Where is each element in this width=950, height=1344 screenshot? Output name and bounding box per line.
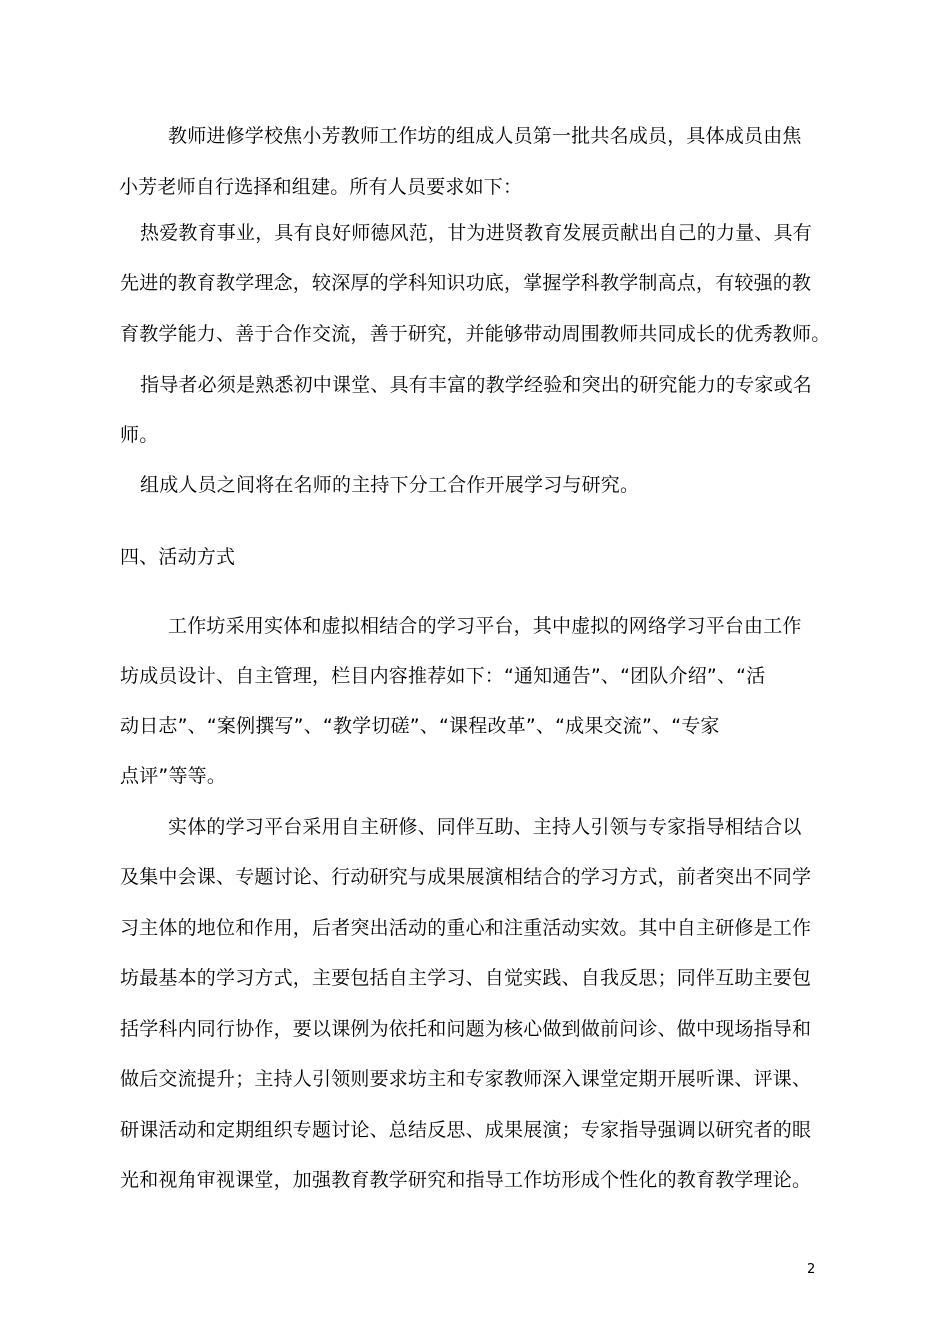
paragraph-3-line-1: 指导者必须是熟悉初中课堂、具有丰富的教学经验和突出的研究能力的专家或名 <box>140 374 813 396</box>
section-heading-activity-methods: 四、活动方式 <box>120 546 236 568</box>
paragraph-6-line-3: 习主体的地位和作用，后者突出活动的重心和注重活动实效。其中自主研修是工作 <box>120 917 812 939</box>
paragraph-6-line-1: 实体的学习平台采用自主研修、同伴互助、主持人引领与专家指导相结合以 <box>168 816 802 838</box>
paragraph-5-line-2: 坊成员设计、自主管理，栏目内容推荐如下：“通知通告”、“团队介绍”、“活 <box>120 665 766 687</box>
paragraph-6-line-2: 及集中会课、专题讨论、行动研究与成果展演相结合的学习方式，前者突出不同学 <box>120 866 812 888</box>
paragraph-2-line-1: 热爱教育事业，具有良好师德风范，甘为进贤教育发展贡献出自己的力量、具有 <box>140 222 813 244</box>
paragraph-5-line-1: 工作坊采用实体和虚拟相结合的学习平台，其中虚拟的网络学习平台由工作 <box>168 615 802 637</box>
paragraph-1-line-1: 教师进修学校焦小芳教师工作坊的组成人员第一批共名成员，具体成员由焦 <box>168 125 802 147</box>
paragraph-2-line-2: 先进的教育教学理念，较深厚的学科知识功底，掌握学科教学制高点，有较强的教 <box>120 272 812 294</box>
paragraph-6-line-4: 坊最基本的学习方式，主要包括自主学习、自觉实践、自我反思；同伴互助主要包 <box>120 967 812 989</box>
page-number: 2 <box>807 1262 816 1277</box>
paragraph-6-line-8: 光和视角审视课堂，加强教育教学研究和指导工作坊形成个性化的教育教学理论。 <box>120 1169 812 1191</box>
paragraph-5-line-4: 点评”等等。 <box>120 765 227 787</box>
paragraph-4-line-1: 组成人员之间将在名师的主持下分工合作开展学习与研究。 <box>140 474 640 496</box>
paragraph-6-line-5: 括学科内同行协作，要以课例为依托和问题为核心做到做前问诊、做中现场指导和 <box>120 1018 812 1040</box>
paragraph-6-line-7: 研课活动和定期组织专题讨论、总结反思、成果展演；专家指导强调以研究者的眼 <box>120 1119 812 1141</box>
paragraph-2-line-3: 育教学能力、善于合作交流，善于研究，并能够带动周围教师共同成长的优秀教师。 <box>120 323 831 345</box>
paragraph-1-line-2: 小芳老师自行选择和组建。所有人员要求如下： <box>119 176 523 198</box>
paragraph-3-line-2: 师。 <box>120 424 159 446</box>
paragraph-5-line-3: 动日志”、“案例撰写”、“教学切磋”、“课程改革”、“成果交流”、“专家 <box>120 715 720 737</box>
paragraph-6-line-6: 做后交流提升；主持人引领则要求坊主和专家教师深入课堂定期开展听课、评课、 <box>120 1068 812 1090</box>
